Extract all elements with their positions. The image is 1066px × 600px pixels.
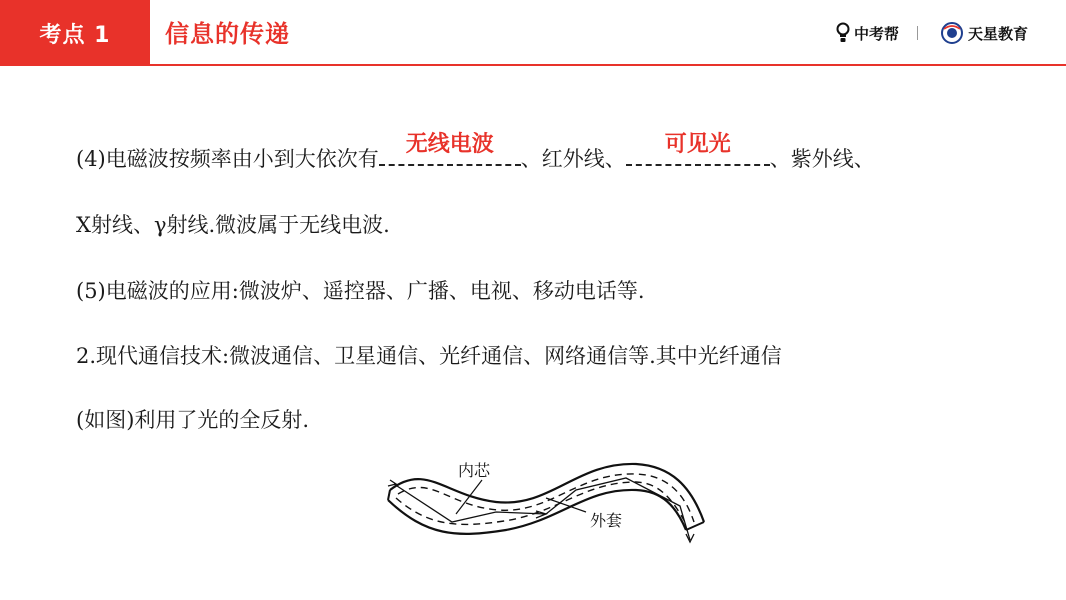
answer-blank bbox=[626, 132, 770, 166]
fiber-end-right bbox=[686, 522, 704, 530]
fiber-end-left bbox=[388, 490, 390, 500]
topic-badge: 考点 1 bbox=[0, 0, 150, 66]
brand-zhongkaobang bbox=[836, 20, 899, 46]
text-segment: (4)电磁波按频率由小到大依次有 bbox=[76, 147, 379, 171]
brand-name: 中考帮 bbox=[854, 24, 900, 43]
bulb-icon bbox=[836, 22, 850, 44]
text-segment: 、红外线、 bbox=[520, 147, 626, 171]
core-leader-line bbox=[456, 480, 482, 514]
text-line-2: X射线、γ射线.微波属于无线电波. bbox=[76, 213, 390, 237]
answer-text: 无线电波 bbox=[405, 132, 494, 157]
ray-arrow-mid bbox=[536, 511, 546, 518]
text-segment: 、紫外线、 bbox=[769, 147, 875, 171]
fiber-core-top bbox=[398, 474, 694, 522]
page-title: 信息的传递 bbox=[165, 20, 290, 48]
brand-name: 天星教育 bbox=[968, 24, 1029, 43]
brand-separator bbox=[917, 26, 918, 40]
header bbox=[0, 0, 1066, 66]
answer-blank bbox=[379, 132, 521, 166]
label-cladding: 外套 bbox=[590, 511, 623, 530]
brand-tianxing bbox=[940, 20, 1028, 46]
text-line-3: (5)电磁波的应用:微波炉、遥控器、广播、电视、移动电话等. bbox=[76, 279, 645, 303]
globe-logo-icon bbox=[940, 21, 964, 45]
answer-text: 可见光 bbox=[664, 132, 731, 157]
label-core: 内芯 bbox=[458, 461, 491, 480]
text-line-1 bbox=[76, 132, 875, 173]
text-line-4: 2.现代通信技术:微波通信、卫星通信、光纤通信、网络通信等.其中光纤通信 bbox=[76, 344, 782, 368]
text-line-5: (如图)利用了光的全反射. bbox=[76, 408, 310, 432]
optical-fiber-diagram bbox=[386, 456, 708, 548]
header-divider bbox=[150, 64, 1066, 66]
